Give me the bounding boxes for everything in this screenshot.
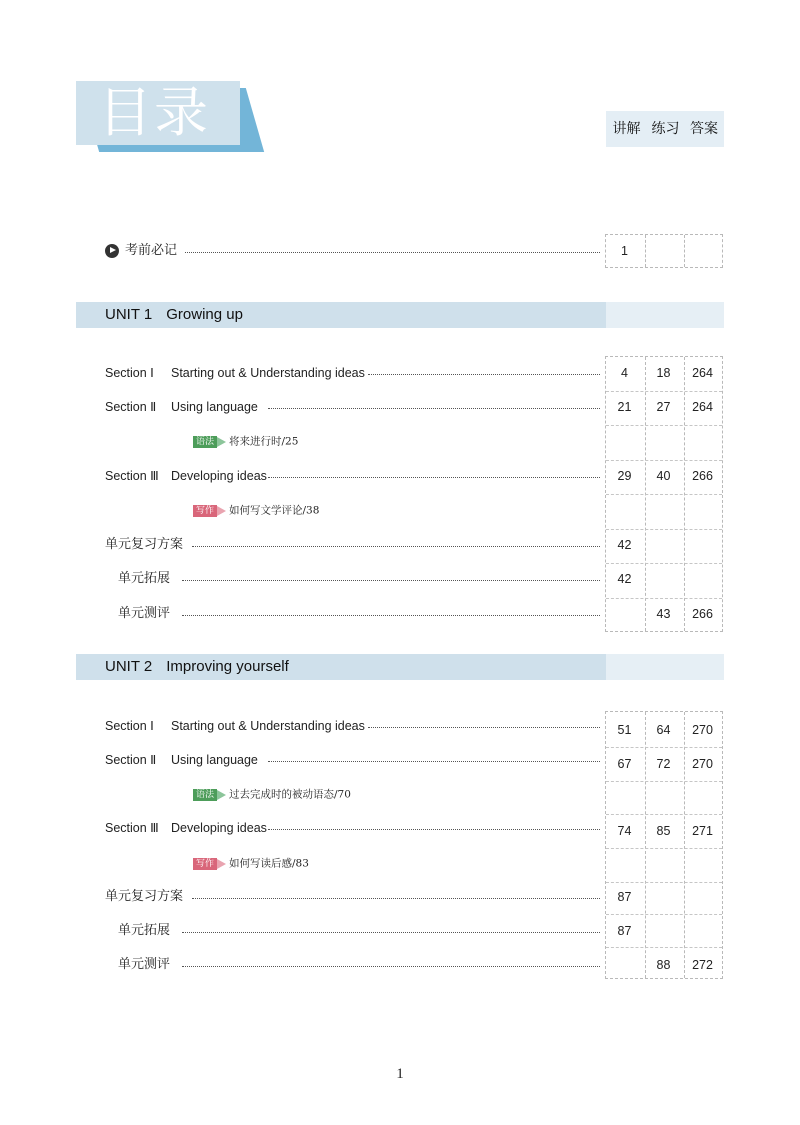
grammar-tag: 语法	[193, 789, 217, 801]
page-cell-practice: 64	[656, 723, 671, 737]
page-cell-practice: 72	[656, 757, 671, 771]
page-cell-answer: 266	[692, 607, 713, 621]
leader-dots	[268, 408, 600, 409]
page-cell-explain: 87	[617, 890, 632, 904]
page-cell-answer: 270	[692, 723, 713, 737]
section-number: Section Ⅱ	[105, 400, 157, 414]
page-cell-explain: 74	[617, 824, 632, 838]
toc-row-unit1-writing[interactable]	[0, 493, 800, 527]
grammar-subtopic: 语法 过去完成时的被动语态/70	[193, 777, 351, 811]
leader-dots	[182, 580, 600, 581]
grammar-subtopic: 语法 将来进行时/25	[193, 424, 298, 458]
section-number: Section Ⅲ	[105, 821, 159, 835]
unit-2-number: UNIT 2	[105, 658, 153, 675]
toc-row-unit1-review[interactable]	[0, 528, 800, 562]
writing-subtopic: 写作 如何写文学评论/38	[193, 493, 319, 527]
page-cell-explain: 1	[621, 244, 628, 258]
toc-row-unit2-section3[interactable]	[0, 811, 800, 845]
page-cell-practice: 27	[656, 400, 671, 414]
tag-arrow-icon	[217, 506, 226, 516]
grammar-tag: 语法	[193, 436, 217, 448]
page-cell-explain: 51	[617, 723, 632, 737]
leader-dots	[192, 546, 600, 547]
page-cell-explain: 29	[617, 469, 632, 483]
unit-2-bar-right	[606, 654, 724, 680]
section-number: Section Ⅰ	[105, 719, 154, 733]
leader-dots	[268, 761, 600, 762]
column-header-explain: 讲解	[606, 111, 647, 147]
page-cell-answer: 271	[692, 824, 713, 838]
leader-dots	[268, 477, 600, 478]
page-cell-explain: 87	[617, 924, 632, 938]
page-cell-answer	[683, 234, 722, 268]
page-cell-practice: 85	[656, 824, 671, 838]
page-cell-answer: 264	[692, 366, 713, 380]
toc-row-unit1-grammar[interactable]	[0, 424, 800, 458]
page-title: 目录	[98, 81, 210, 144]
leader-dots	[368, 374, 600, 375]
review-title: 单元复习方案	[105, 537, 184, 552]
unit-1-heading[interactable]	[105, 302, 243, 328]
page-cell-practice: 88	[656, 958, 671, 972]
leader-dots	[368, 727, 600, 728]
toc-row-unit1-section3[interactable]	[0, 459, 800, 493]
toc-row-unit2-grammar[interactable]	[0, 777, 800, 811]
page-cell-explain: 42	[617, 572, 632, 586]
writing-subtopic: 写作 如何写读后感/83	[193, 846, 309, 880]
leader-dots	[182, 932, 600, 933]
section-title: Starting out & Understanding ideas	[171, 719, 365, 733]
page-cell-explain: 42	[617, 538, 632, 552]
column-header-answer: 答案	[684, 111, 724, 147]
toc-row-unit2-review[interactable]	[0, 880, 800, 914]
tag-arrow-icon	[217, 790, 226, 800]
leader-dots	[182, 615, 600, 616]
review-title: 单元复习方案	[105, 889, 184, 904]
leader-dots	[192, 898, 600, 899]
writing-tag: 写作	[193, 505, 217, 517]
column-header-practice: 练习	[647, 111, 684, 147]
page-cell-practice: 40	[656, 469, 671, 483]
leader-dots	[185, 252, 600, 253]
extension-title: 单元拓展	[118, 923, 171, 938]
play-bullet-icon	[105, 244, 119, 258]
unit-2-title: Improving yourself	[166, 658, 289, 675]
section-title: Developing ideas	[171, 821, 267, 835]
toc-row-unit1-test[interactable]	[0, 597, 800, 631]
page-cell-answer: 266	[692, 469, 713, 483]
section-number: Section Ⅲ	[105, 469, 159, 483]
intro-row[interactable]	[0, 234, 800, 268]
section-title: Using language	[171, 400, 258, 414]
page-cell-answer: 270	[692, 757, 713, 771]
page-cell-practice: 43	[656, 607, 671, 621]
toc-row-unit1-extension[interactable]	[0, 562, 800, 596]
intro-label: 考前必记	[105, 234, 177, 268]
section-title: Using language	[171, 753, 258, 767]
page-cell-practice	[644, 234, 683, 268]
toc-row-unit2-test[interactable]	[0, 948, 800, 982]
test-title: 单元测评	[118, 957, 171, 972]
toc-row-unit1-section1[interactable]	[0, 356, 800, 390]
leader-dots	[268, 829, 600, 830]
page-cell-practice: 18	[656, 366, 671, 380]
page-cell-explain: 4	[621, 366, 628, 380]
tag-arrow-icon	[217, 859, 226, 869]
leader-dots	[182, 966, 600, 967]
section-title: Starting out & Understanding ideas	[171, 366, 365, 380]
page-cell-explain: 21	[617, 400, 632, 414]
section-title: Developing ideas	[171, 469, 267, 483]
page-cell-answer: 264	[692, 400, 713, 414]
test-title: 单元测评	[118, 606, 171, 621]
page-cell-explain: 67	[617, 757, 632, 771]
extension-title: 单元拓展	[118, 571, 171, 586]
toc-row-unit2-writing[interactable]	[0, 846, 800, 880]
toc-row-unit2-section2[interactable]	[0, 743, 800, 777]
page-cell-answer: 272	[692, 958, 713, 972]
unit-1-title: Growing up	[166, 306, 243, 323]
toc-row-unit2-section1[interactable]	[0, 709, 800, 743]
page-number: 1	[396, 1066, 404, 1082]
unit-2-heading[interactable]	[105, 654, 289, 680]
section-number: Section Ⅰ	[105, 366, 154, 380]
toc-row-unit1-section2[interactable]	[0, 390, 800, 424]
unit-1-bar-right	[606, 302, 724, 328]
writing-tag: 写作	[193, 858, 217, 870]
tag-arrow-icon	[217, 437, 226, 447]
unit-1-number: UNIT 1	[105, 306, 153, 323]
toc-row-unit2-extension[interactable]	[0, 914, 800, 948]
section-number: Section Ⅱ	[105, 753, 157, 767]
